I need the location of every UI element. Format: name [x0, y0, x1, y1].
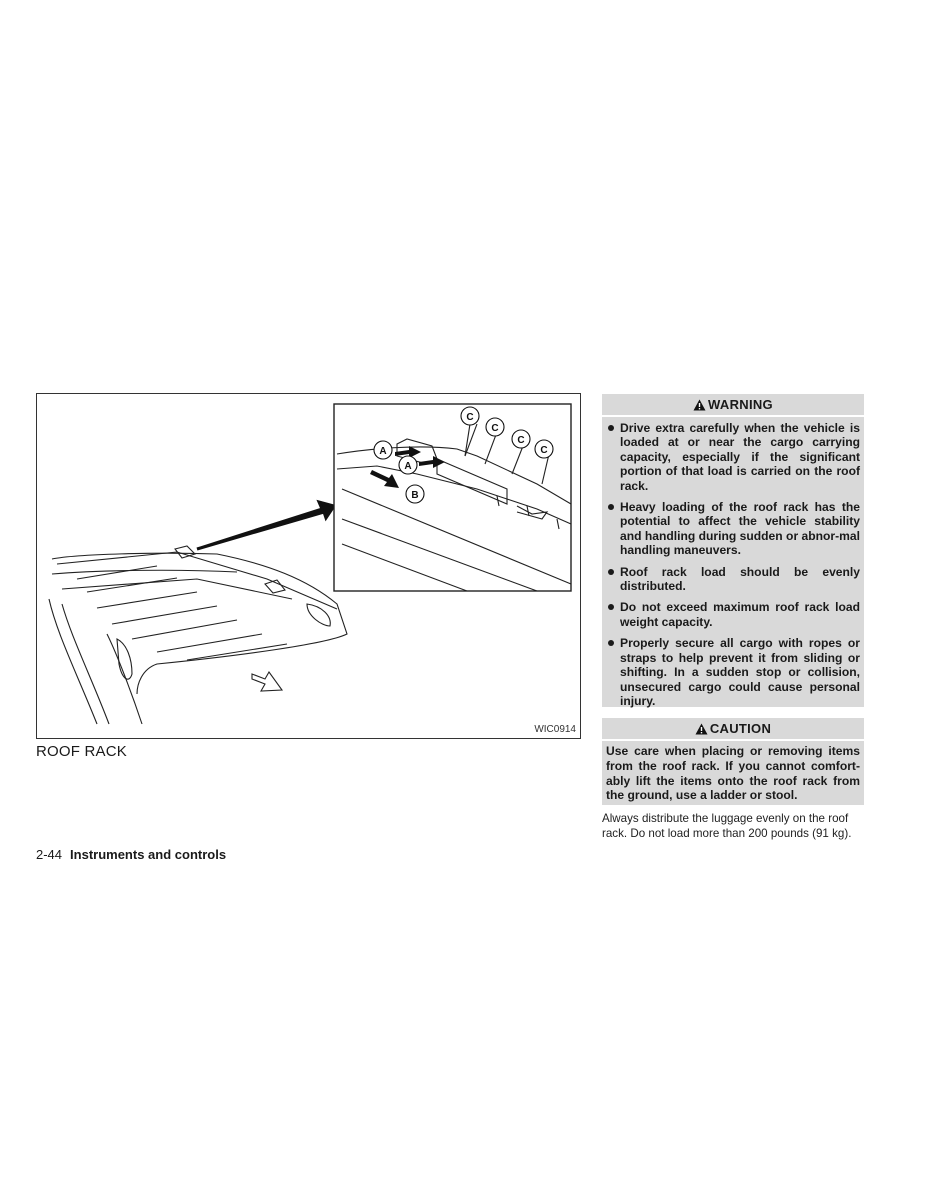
body-paragraph: Always distribute the luggage evenly on the roof rack. Do not load more than 200 pounds (91 kg).	[602, 812, 852, 840]
label-c-2: C	[491, 423, 499, 434]
warning-heading-text: WARNING	[708, 397, 773, 412]
label-a-lower: A	[404, 461, 412, 472]
warning-item: Roof rack load should be evenly distributed.	[606, 565, 860, 594]
label-a-upper: A	[379, 446, 387, 457]
caution-triangle-icon	[695, 723, 708, 735]
warning-triangle-icon	[693, 399, 706, 411]
warning-box	[602, 394, 864, 707]
chapter-title: Instruments and controls	[70, 847, 227, 862]
caution-text: Use care when placing or removing items from the roof rack. If you cannot comfort-ably lift the items onto the roof rack from the ground, use a ladder or stool.	[606, 744, 860, 803]
label-c-3: C	[517, 435, 525, 446]
warning-item: Drive extra carefully when the vehicle is loaded at or near the cargo carrying capacity, especially if the significant portion of that load is carried on the roof rack.	[606, 421, 860, 493]
caution-box	[602, 718, 864, 805]
page-number: 2-44	[36, 847, 63, 862]
warning-item: Properly secure all cargo with ropes or straps to help prevent it from sliding or shifting. In a sudden stop or collision, unsecured cargo could cause personal injury.	[606, 636, 860, 708]
warning-item: Heavy loading of the roof rack has the potential to affect the vehicle stability and handling during sudden or abnor-mal handling maneuvers.	[606, 500, 860, 558]
label-c-1: C	[466, 412, 474, 423]
figure-code: WIC0914	[534, 724, 576, 735]
warning-heading	[602, 394, 864, 417]
page-footer	[36, 847, 226, 862]
label-c-4: C	[540, 445, 548, 456]
caution-heading	[602, 718, 864, 741]
warning-item: Do not exceed maximum roof rack load weight capacity.	[606, 600, 860, 629]
caution-heading-text: CAUTION	[709, 721, 772, 736]
roof-rack-illustration	[37, 394, 582, 740]
section-title: ROOF RACK	[36, 743, 127, 760]
label-b: B	[411, 490, 419, 501]
roof-rack-figure	[36, 393, 581, 739]
warning-list	[602, 417, 864, 708]
